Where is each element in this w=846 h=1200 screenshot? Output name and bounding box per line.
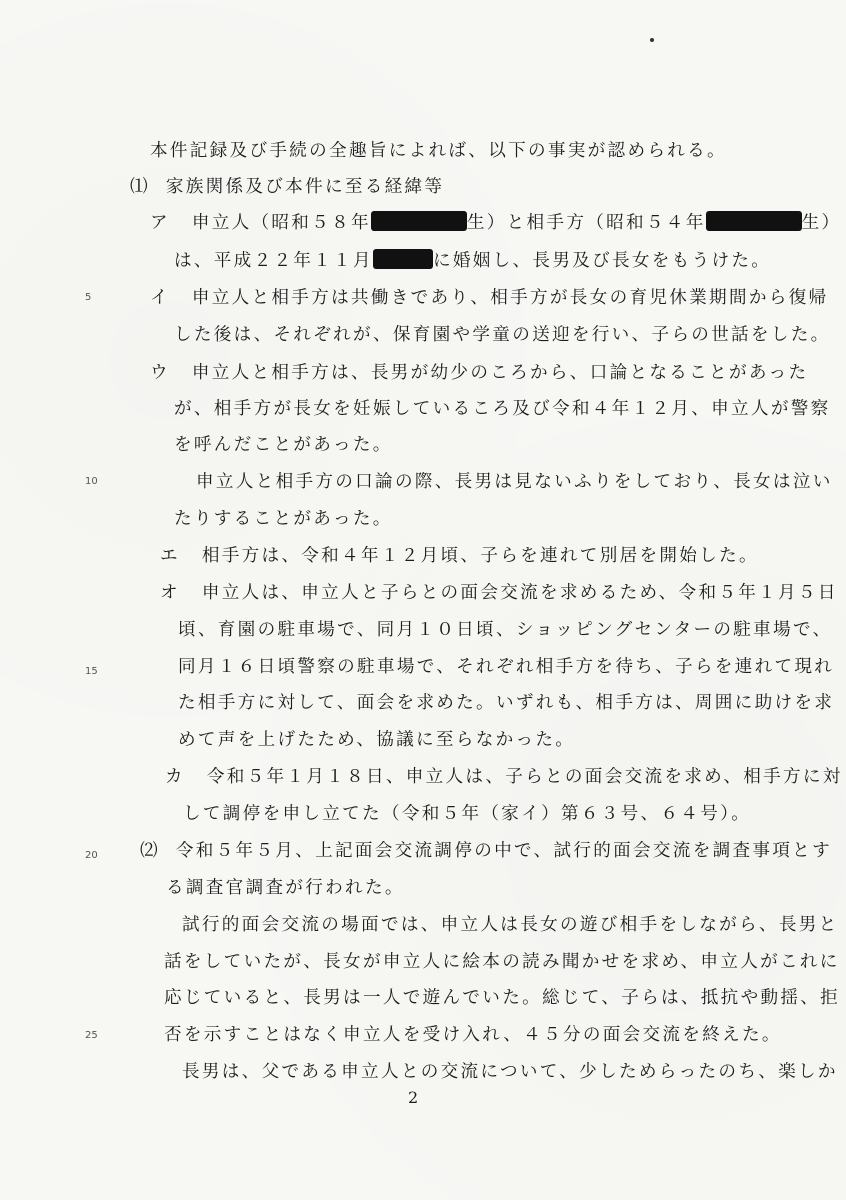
section-1-marker: ⑴ [130, 177, 150, 197]
item-o-line-5: めて声を上げたため、協議に至らなかった。 [178, 730, 576, 750]
item-a-text: は、平成２２年１１月 [174, 251, 373, 271]
item-o-label: オ [160, 583, 180, 603]
intro-line: 本件記録及び手続の全趣旨によれば、以下の事実が認められる。 [150, 141, 727, 161]
page-number: 2 [408, 1088, 419, 1107]
item-a-text: に婚姻し、長男及び長女をもうけた。 [432, 251, 772, 271]
item-ka-line-2: して調停を申し立てた（令和５年（家イ）第６３号、６４号）。 [183, 804, 752, 824]
line-number: 10 [85, 476, 98, 487]
item-i-line-2: した後は、それぞれが、保育園や学童の送迎を行い、子らの世話をした。 [174, 325, 831, 345]
section-2-para-2-line-4: 否を示すことはなく申立人を受け入れ、４５分の面会交流を終えた。 [164, 1025, 782, 1045]
item-u-line-1 [150, 361, 808, 385]
item-u-line-3: を呼んだことがあった。 [174, 435, 393, 455]
item-a-text: 生）と相手方（昭和５４年 [466, 213, 706, 233]
redaction-bar [371, 211, 467, 231]
section-2-para-2-line-2: 話をしていたが、長女が申立人に絵本の読み聞かせを求め、申立人がこれに [164, 952, 840, 972]
item-o-line-3: 同月１６日頃警察の駐車場で、それぞれ相手方を待ち、子らを連れて現れ [178, 657, 835, 677]
section-2-para-2-line-3: 応じていると、長男は一人で遊んでいた。総じて、子らは、抵抗や動揺、拒 [164, 988, 841, 1008]
item-u-line-2: が、相手方が長女を妊娠しているころ及び令和４年１２月、申立人が警察 [174, 399, 831, 419]
item-a-line-1 [150, 211, 841, 235]
item-o-line-4: た相手方に対して、面会を求めた。いずれも、相手方は、周囲に助けを求 [178, 693, 835, 713]
item-ka-text: 令和５年１月１８日、申立人は、子らとの面会交流を求め、相手方に対 [206, 767, 843, 787]
line-number: 25 [85, 1030, 98, 1041]
item-ka-line-1 [165, 765, 843, 789]
section-1-title: 家族関係及び本件に至る経緯等 [165, 177, 445, 197]
item-a-text: 申立人（昭和５８年 [191, 213, 371, 233]
item-e-line-1 [160, 544, 759, 568]
item-a-text: 生） [801, 213, 842, 233]
item-u-para-2-line-2: たりすることがあった。 [174, 509, 393, 529]
line-number: 15 [85, 666, 98, 677]
redaction-bar [706, 211, 802, 231]
item-e-label: エ [160, 546, 180, 566]
item-u-label: ウ [150, 363, 170, 383]
item-ka-label: カ [165, 767, 185, 787]
item-a-line-2 [174, 249, 771, 273]
scan-speck [650, 38, 654, 42]
section-2-line-1 [140, 839, 832, 863]
item-i-label: イ [150, 288, 170, 308]
section-2-line-2: る調査官調査が行われた。 [166, 878, 405, 898]
section-2-text: 令和５年５月、上記面会交流調停の中で、試行的面会交流を調査事項とす [175, 841, 832, 861]
line-number: 20 [85, 850, 98, 861]
item-o-line-1 [160, 581, 838, 605]
line-number: 5 [85, 292, 92, 303]
item-a-label: ア [150, 213, 170, 233]
item-o-line-2: 頃、育園の駐車場で、同月１０日頃、ショッピングセンターの駐車場で、 [178, 620, 833, 640]
item-i-text: 申立人と相手方は共働きであり、相手方が長女の育児休業期間から復帰 [191, 288, 829, 308]
redaction-bar [373, 249, 433, 269]
item-o-text: 申立人は、申立人と子らとの面会交流を求めるため、令和５年１月５日 [201, 583, 838, 603]
item-e-text: 相手方は、令和４年１２月頃、子らを連れて別居を開始した。 [201, 546, 759, 566]
item-u-text: 申立人と相手方は、長男が幼少のころから、口論となることがあった [191, 363, 809, 383]
section-1-heading [130, 175, 444, 199]
section-2-para-2-line-1: 試行的面会交流の場面では、申立人は長女の遊び相手をしながら、長男と [182, 915, 839, 935]
item-u-para-2-line-1: 申立人と相手方の口論の際、長男は見ないふりをしており、長女は泣い [196, 472, 833, 492]
item-i-line-1 [150, 286, 828, 310]
section-2-para-3-line-1: 長男は、父である申立人との交流について、少しためらったのち、楽しか [182, 1062, 838, 1082]
section-2-marker: ⑵ [140, 841, 160, 861]
